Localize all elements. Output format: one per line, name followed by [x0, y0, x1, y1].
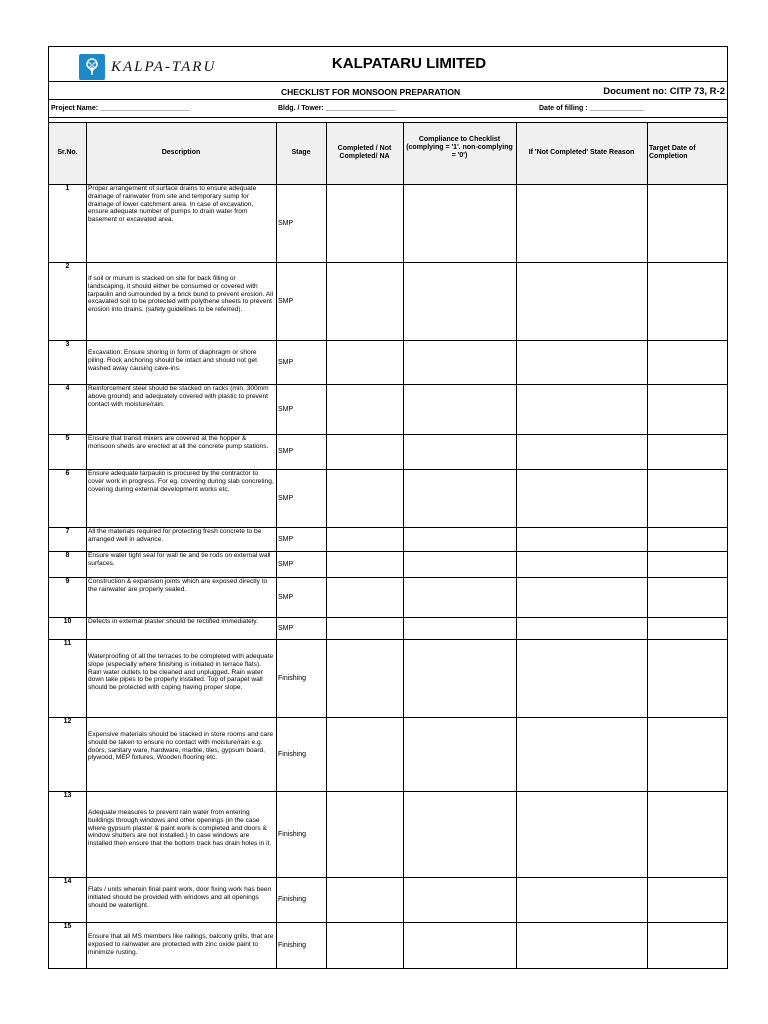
row-stage: SMP [278, 297, 294, 305]
row-sr-no: 14 [63, 878, 72, 885]
row-description: Expensive materials should be stacked in store rooms and care should be taken to ensure no contact with moisture/rain e.g. doors, sanitary ware, hardware, marble, tiles, gypsum board, plywood, MEP fixtures, Wooden flooring etc. [88, 731, 274, 762]
row-sr-no: 7 [65, 528, 70, 535]
row-sr-no: 11 [63, 640, 72, 647]
row-sr-no: 9 [65, 578, 70, 585]
row-description: Ensure water tight seal for wall tie and tie rods on external wall surfaces. [88, 552, 271, 567]
table-row [49, 469, 727, 527]
row-stage: Finishing [278, 750, 307, 758]
row-stage: Finishing [278, 941, 307, 949]
row-sr-no: 13 [63, 792, 72, 799]
document-number: Document no: CITP 73, R-2 [603, 86, 725, 97]
row-description: Ensure that transit mixers are covered at the hopper & monsoon sheds are erected at all the concrete pump stations. [88, 435, 269, 450]
row-description: Waterproofing of all the terraces to be completed with adequate slope (especially where finishing is initiated in terrace flats). Rain water outlets to be cleaned and unplugged. Rain water down take pipes to be properly installed. Top of parapet wall should be protected with coping having proper slope. [88, 653, 274, 692]
col-header-description: Description [161, 148, 201, 156]
row-sr-no: 8 [65, 552, 70, 559]
row-description: Excavation: Ensure shoring in form of diaphragm or shore piling. Rock anchoring should be intact and should not get washed away causing cave-ins. [88, 349, 257, 372]
row-stage: SMP [278, 358, 294, 366]
table-row [49, 527, 727, 551]
table-row [49, 184, 727, 262]
row-sr-no: 3 [65, 341, 70, 348]
row-description: Adequate measures to prevent rain water from entering buildings through windows and other openings (in the case where gypsum plaster & paint work is completed and doors & window shutters are not installed.) In case windows are installed then ensure that the bottom track has drain holes in it. [88, 809, 272, 848]
row-stage: SMP [278, 560, 294, 568]
row-stage: Finishing [278, 830, 307, 838]
title-divider [49, 81, 727, 82]
subtitle-divider [49, 99, 727, 100]
row-stage: SMP [278, 448, 294, 455]
row-sr-no: 1 [65, 185, 70, 192]
checklist-sheet [48, 46, 728, 969]
table-row [49, 262, 727, 340]
row-description: Ensure that all MS members like railings, balcony grills, that are exposed to rainwater are protected with zinc oxide paint to minimize rusting. [88, 933, 274, 956]
row-description: Defects in external plaster should be rectified immediately. [88, 618, 258, 625]
table-row [49, 877, 727, 922]
meta-divider [49, 117, 727, 118]
checklist-subtitle: CHECKLIST FOR MONSOON PREPARATION [281, 87, 461, 97]
col-header-stage: Stage [291, 148, 311, 156]
col-header-target-date: Target Date of Completion [649, 144, 696, 160]
date-of-filling-field: Date of filling : ______________ [539, 105, 645, 112]
row-sr-no: 12 [63, 718, 72, 725]
row-sr-no: 4 [65, 385, 70, 392]
row-description: Reinforcement steel should be stacked on racks (min. 300mm above ground) and adequately covered with plastic to prevent contact with moisture/rain. [88, 385, 269, 408]
col-header-compliance: Compliance to Checklist (complying = '1'. non-complying = '0') [406, 136, 513, 160]
tree-logo-icon [79, 54, 105, 80]
row-stage: SMP [278, 405, 294, 413]
row-description: Construction & expansion joints which are exposed directly to the rainwater are properly sealed. [88, 578, 268, 593]
table-row [49, 384, 727, 434]
row-description: If soil or murum is stacked on site for back filling or landscaping, it should either be consumed or covered with tarpaulin and surrounded by a brick bund to prevent erosion. All excavated soil to be protected with polythene sheets to prevent erosion into drains. (safety guidelines to be referred). [88, 275, 274, 314]
row-description: Proper arrangement of surface drains to ensure adequate drainage of rainwater from site and temporary sump for drainage of lower catchment area. In case of excavation, ensure adequate number of pumps to drain water from basement or excavated area. [88, 185, 257, 224]
row-stage: SMP [278, 219, 294, 227]
row-sr-no: 6 [65, 470, 70, 477]
table-row [49, 577, 727, 617]
row-sr-no: 5 [65, 435, 70, 442]
table-row [49, 617, 727, 639]
table-row [49, 434, 727, 469]
row-stage: SMP [278, 535, 294, 543]
logo-text: KALPA-TARU [111, 58, 217, 75]
table-row [49, 717, 727, 791]
building-tower-field: Bldg. / Tower: __________________ [278, 105, 396, 112]
project-name-field: Project Name: _______________________ [51, 105, 190, 112]
row-description: All the materials required for protecting fresh concrete to be arranged well in advance. [88, 528, 262, 543]
col-header-completed: Completed / Not Completed/ NA [337, 144, 392, 160]
table-row [49, 639, 727, 717]
row-stage: Finishing [278, 896, 307, 903]
row-stage: Finishing [278, 674, 307, 682]
company-logo [79, 54, 216, 80]
table-row [49, 791, 727, 877]
company-title: KALPATARU LIMITED [331, 55, 487, 72]
table-row [49, 922, 727, 968]
col-header-sr-no: Sr.No. [57, 148, 78, 156]
row-stage: SMP [278, 494, 294, 502]
row-description: Ensure adequate tarpaulin is procured by the contractor to cover work in progress. For eg. covering during slab concreting, covering during external development works etc. [88, 470, 274, 493]
row-stage: SMP [278, 593, 294, 601]
row-description: Flats / units wherein final paint work, door fixing work has been initiated should be provided with windows and all openings should be watertight. [88, 886, 272, 909]
table-row [49, 551, 727, 577]
row-sr-no: 15 [63, 923, 72, 930]
table-row [49, 340, 727, 384]
col-header-reason: If 'Not Completed' State Reason [528, 148, 635, 156]
row-sr-no: 10 [63, 618, 72, 625]
row-sr-no: 2 [65, 263, 70, 270]
row-stage: SMP [278, 624, 294, 632]
